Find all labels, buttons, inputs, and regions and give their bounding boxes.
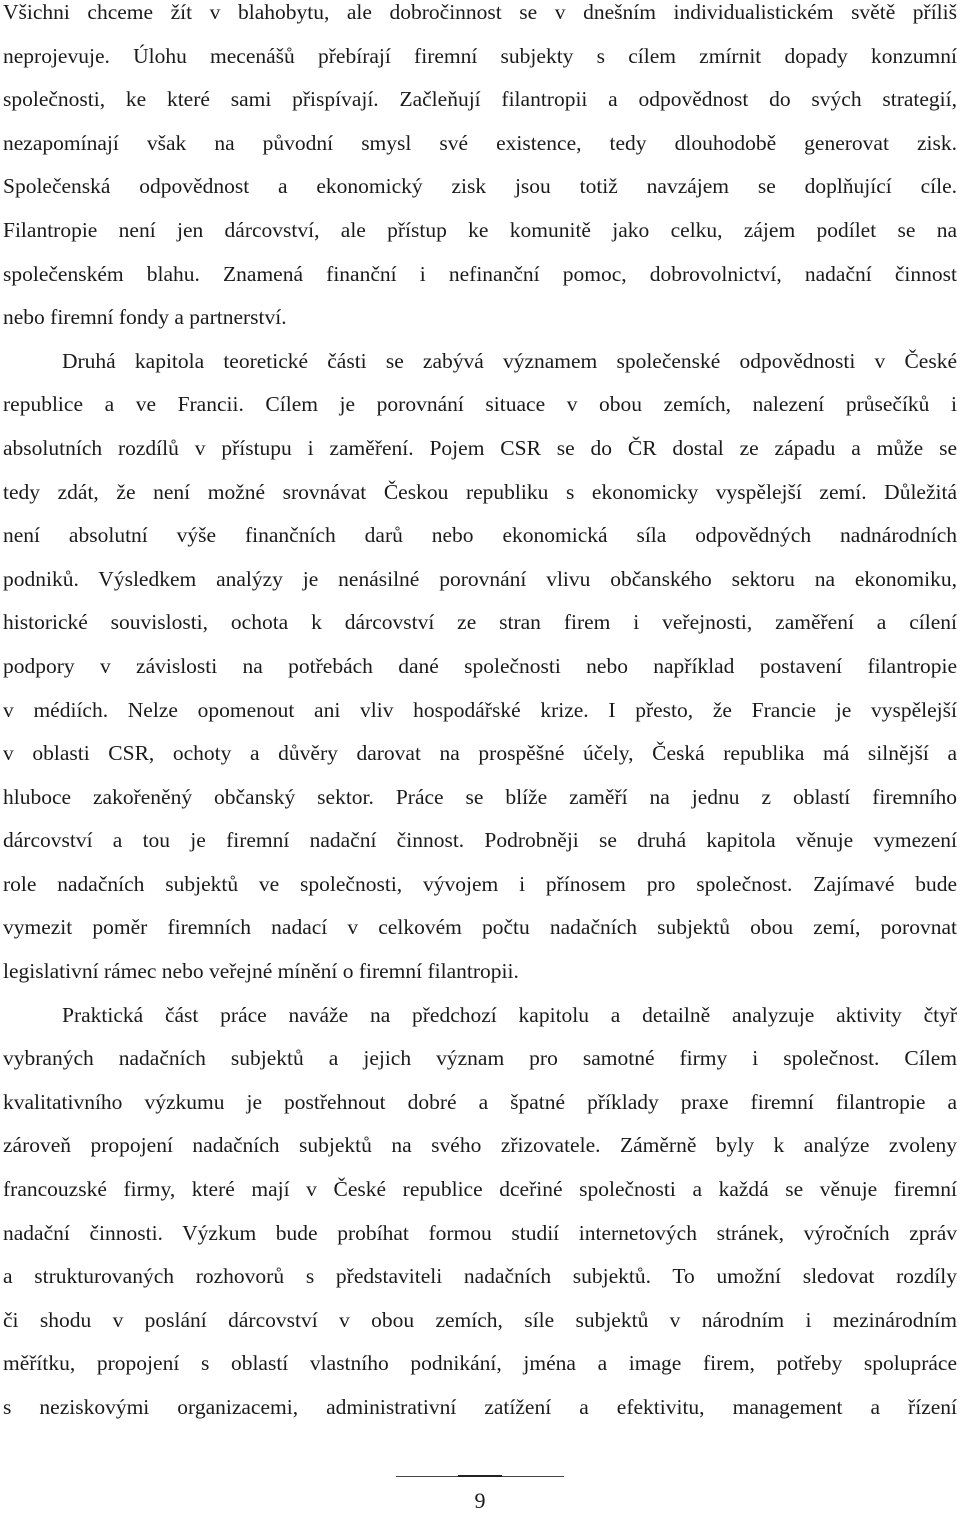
text-line: měřítku, propojení s oblastí vlastního podnikání, jména a image firem, potřeby spolupráce [3,1351,957,1376]
text-line: s neziskovými organizacemi, administrativní zatížení a efektivitu, management a řízení [3,1395,957,1419]
text-line: hluboce zakořeněný občanský sektor. Práce se blíže zaměří na jednu z oblastí firemního [3,784,957,809]
text-line: Praktická část práce naváže na předchozí kapitolu a detailně analyzuje aktivity čtyř [62,1002,957,1027]
text-line: společnosti, ke které sami přispívají. Začleňují filantropii a odpovědnost do svých strategií, [3,87,957,112]
page-number: 9 [474,1488,486,1513]
text-line: podpory v závislosti na potřebách dané společnosti nebo například postavení filantropie [3,653,957,678]
text-line: v oblasti CSR, ochoty a důvěry darovat na prospěšné účely, Česká republika má silnější a [3,741,957,766]
text-line: republice a ve Francii. Cílem je porovnání situace v obou zemích, nalezení průsečíků i [3,392,957,417]
body-text [3,0,957,1439]
text-line: absolutních rozdílů v přístupu i zaměření. Pojem CSR se do ČR dostal ze západu a může se [3,435,957,460]
text-line: role nadačních subjektů ve společnosti, vývojem i přínosem pro společnost. Zajímavé bude [3,871,957,896]
paragraph [3,0,957,349]
text-line: kvalitativního výzkumu je postřehnout dobré a špatné příklady praxe firemní filantropie a [3,1089,957,1114]
text-line: není absolutní výše finančních darů nebo ekonomická síla odpovědných nadnárodních [3,523,957,548]
text-line: historické souvislosti, ochota k dárcovství ze stran firem i veřejnosti, zaměření a cílení [3,610,957,635]
text-line: nezapomínají však na původní smysl své existence, tedy dlouhodobě generovat zisk. [3,130,957,155]
text-line: Druhá kapitola teoretické části se zabývá významem společenské odpovědnosti v České [62,348,957,373]
text-line: vymezit poměr firemních nadací v celkovém počtu nadačních subjektů obou zemí, porovnat [3,915,957,940]
text-line: Všichni chceme žít v blahobytu, ale dobročinnost se v dnešním individualistickém světě příliš [3,0,957,24]
paragraph [3,349,957,1003]
text-line: podniků. Výsledkem analýzy je nenásilné porovnání vlivu občanského sektoru na ekonomiku, [3,566,957,591]
text-line: legislativní rámec nebo veřejné mínění o firemní filantropii. [3,959,519,984]
text-line: neprojevuje. Úlohu mecenášů přebírají firemní subjekty s cílem zmírnit dopady konzumní [3,43,957,68]
text-line: a strukturovaných rozhovorů s představiteli nadačních subjektů. To umožní sledovat rozdíly [3,1264,957,1289]
text-line: nadační činnosti. Výzkum bude probíhat formou studií internetových stránek, výročních zpráv [3,1220,957,1245]
text-line: společenském blahu. Znamená finanční i nefinanční pomoc, dobrovolnictví, nadační činnost [3,261,957,286]
text-line: Společenská odpovědnost a ekonomický zisk jsou totiž navzájem se doplňující cíle. [3,174,957,199]
footer-divider-accent [458,1475,502,1477]
text-line: vybraných nadačních subjektů a jejich význam pro samotné firmy i společnost. Cílem [3,1046,957,1071]
paragraph [3,1003,957,1439]
text-line: či shodu v poslání dárcovství v obou zemích, síle subjektů v národním i mezinárodním [3,1307,957,1332]
text-line: Filantropie není jen dárcovství, ale přístup ke komunitě jako celku, zájem podílet se na [3,217,957,242]
text-line: nebo firemní fondy a partnerství. [3,305,287,330]
text-line: v médiích. Nelze opomenout ani vliv hospodářské krize. I přesto, že Francie je vyspělejší [3,697,957,722]
text-line: tedy zdát, že není možné srovnávat Českou republiku s ekonomicky vyspělejší zemí. Důležitá [3,479,957,504]
text-line: francouzské firmy, které mají v České republice dceřiné společnosti a každá se věnuje firemní [3,1177,957,1202]
text-line: dárcovství a tou je firemní nadační činnost. Podrobněji se druhá kapitola věnuje vymezení [3,828,957,853]
text-line: zároveň propojení nadačních subjektů na svého zřizovatele. Záměrně byly k analýze zvoleny [3,1133,957,1158]
